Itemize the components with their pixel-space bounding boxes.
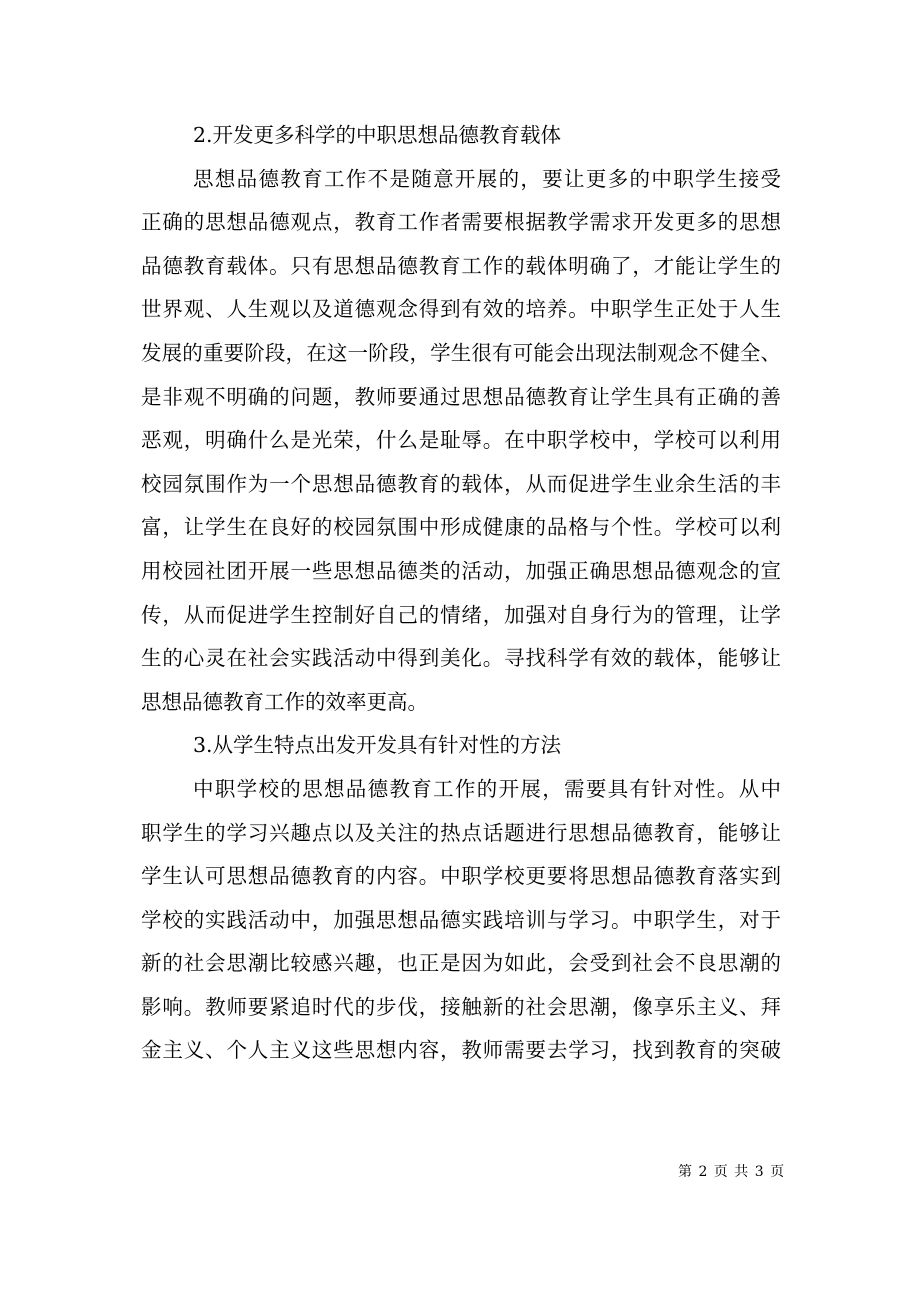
paragraph-line: 用校园社团开展一些思想品德类的活动，加强正确思想品德观念的宣 (141, 558, 781, 583)
document-body (141, 114, 781, 1073)
paragraph-line: 世界观、人生观以及道德观念得到有效的培养。中职学生正处于人生 (141, 297, 781, 322)
paragraph-2 (141, 158, 781, 725)
paragraph-line: 正确的思想品德观点，教育工作者需要根据教学需求开发更多的思想 (141, 210, 781, 235)
paragraph-line: 传，从而促进学生控制好自己的情绪，加强对自身行为的管理，让学 (141, 602, 781, 627)
paragraph-line-last: 思想品德教育工作的效率更高。 (141, 689, 428, 714)
paragraph-line: 职学生的学习兴趣点以及关注的热点话题进行思想品德教育，能够让 (141, 820, 781, 845)
paragraph-line: 学校的实践活动中，加强思想品德实践培训与学习。中职学生，对于 (141, 907, 781, 932)
paragraph-line: 影响。教师要紧追时代的步伐，接触新的社会思潮，像享乐主义、拜 (141, 994, 781, 1019)
paragraph-line: 金主义、个人主义这些思想内容，教师需要去学习，找到教育的突破 (141, 1038, 781, 1063)
paragraph-line: 新的社会思潮比较感兴趣，也正是因为如此，会受到社会不良思潮的 (141, 951, 781, 976)
paragraph-line: 中职学校的思想品德教育工作的开展，需要具有针对性。从中 (193, 776, 781, 801)
paragraph-line: 品德教育载体。只有思想品德教育工作的载体明确了，才能让学生的 (141, 253, 781, 278)
paragraph-line: 是非观不明确的问题，教师要通过思想品德教育让学生具有正确的善 (141, 384, 781, 409)
paragraph-line: 富，让学生在良好的校园氛围中形成健康的品格与个性。学校可以利 (141, 515, 781, 540)
section-heading-2: 2.开发更多科学的中职思想品德教育载体 (193, 123, 562, 147)
paragraph-line: 学生认可思想品德教育的内容。中职学校更要将思想品德教育落实到 (141, 864, 781, 889)
page-number-footer: 第 2 页 共 3 页 (678, 1164, 786, 1180)
section-heading-3: 3.从学生特点出发开发具有针对性的方法 (193, 733, 562, 758)
paragraph-3 (141, 768, 781, 1073)
paragraph-line: 校园氛围作为一个思想品德教育的载体，从而促进学生业余生活的丰 (141, 471, 781, 496)
paragraph-line: 恶观，明确什么是光荣，什么是耻辱。在中职学校中，学校可以利用 (141, 428, 781, 453)
paragraph-line: 生的心灵在社会实践活动中得到美化。寻找科学有效的载体，能够让 (141, 646, 781, 671)
paragraph-line: 思想品德教育工作不是随意开展的，要让更多的中职学生接受 (193, 166, 781, 191)
paragraph-line: 发展的重要阶段，在这一阶段，学生很有可能会出现法制观念不健全、 (141, 340, 781, 365)
